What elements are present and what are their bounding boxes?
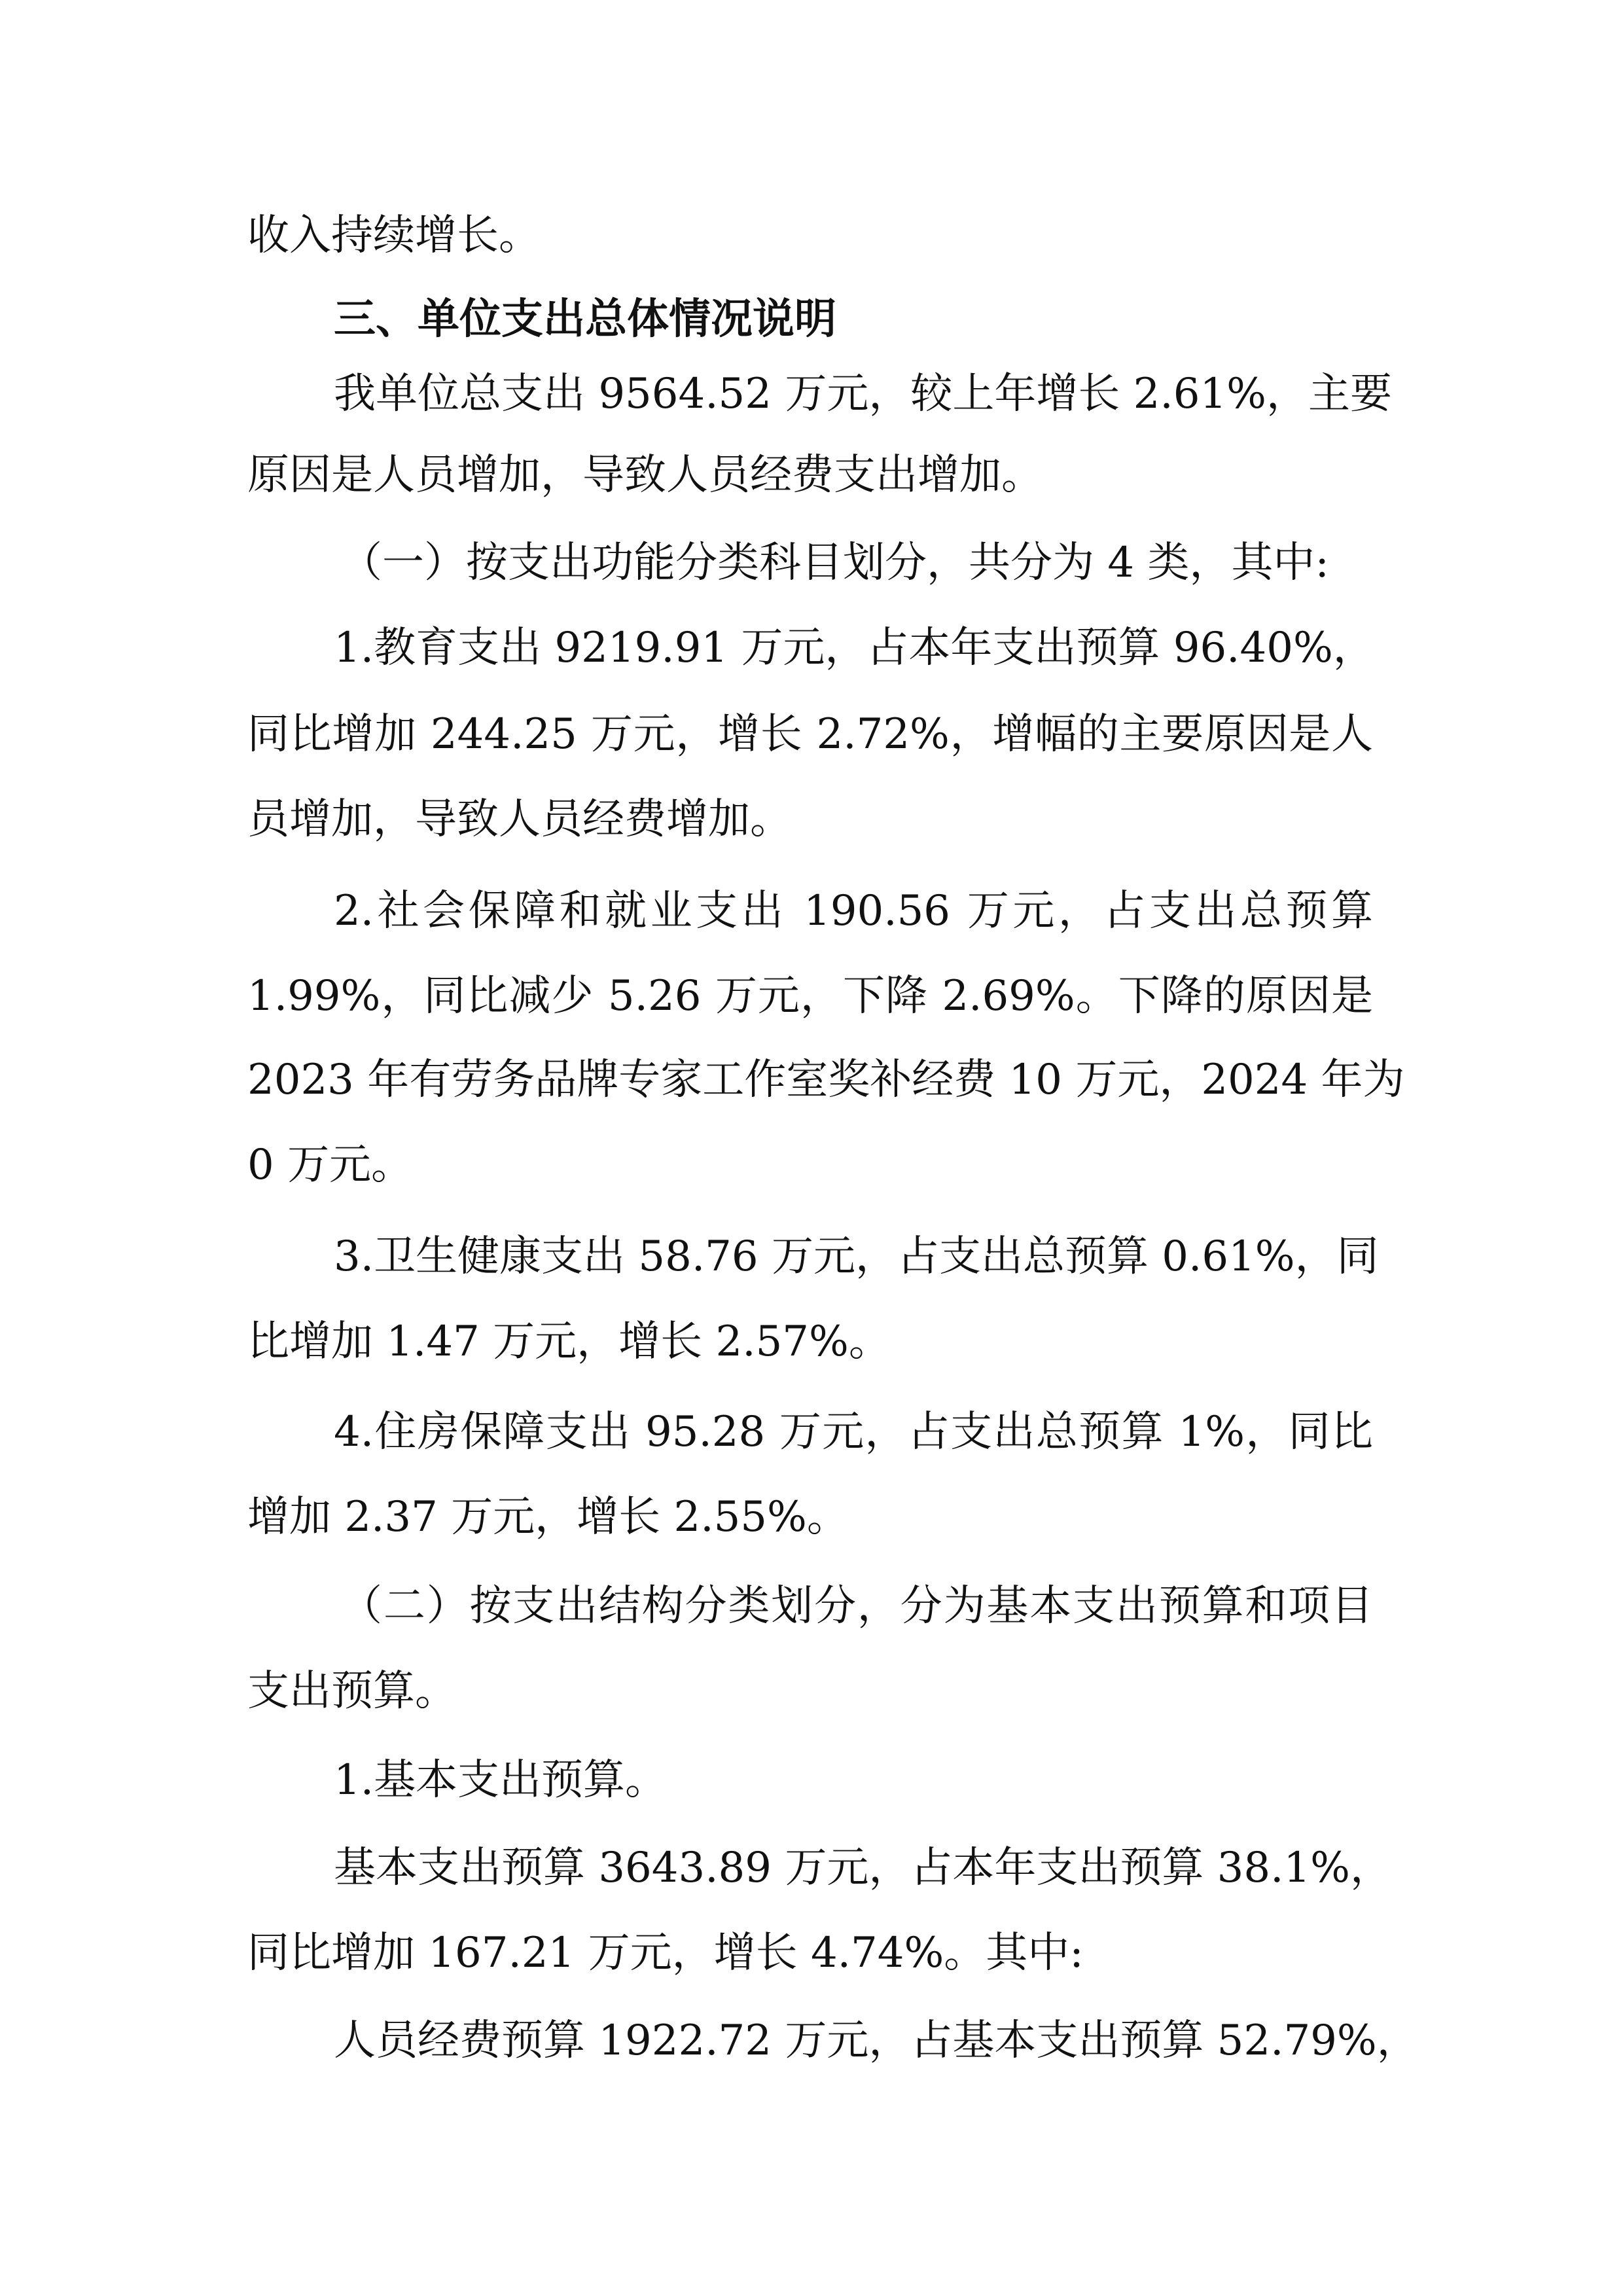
paragraph-line: 基本支出预算 3643.89 万元，占本年支出预算 38.1%， [334, 1844, 1392, 1892]
paragraph-line: 我单位总支出 9564.52 万元，较上年增长 2.61%，主要 [334, 370, 1392, 418]
paragraph-line: 2.社会保障和就业支出 190.56 万元，占支出总预算 [334, 887, 1373, 935]
paragraph-line: 1.99%，同比减少 5.26 万元，下降 2.69%。下降的原因是 [247, 972, 1373, 1020]
paragraph-line: 4.住房保障支出 95.28 万元，占支出总预算 1%，同比 [334, 1408, 1373, 1456]
paragraph-line: 1.教育支出 9219.91 万元，占本年支出预算 96.40%， [334, 624, 1375, 672]
paragraph-line: 员增加，导致人员经费增加。 [247, 795, 792, 844]
paragraph-line: 3.卫生健康支出 58.76 万元，占支出总预算 0.61%，同 [334, 1232, 1379, 1281]
paragraph-line: 同比增加 244.25 万元，增长 2.72%，增幅的主要原因是人 [247, 710, 1373, 759]
paragraph-line: 收入持续增长。 [247, 211, 541, 260]
paragraph-line: 1.基本支出预算。 [334, 1756, 668, 1804]
subsection-heading: （二）按支出结构分类划分，分为基本支出预算和项目 [340, 1582, 1373, 1630]
paragraph-line: 0 万元。 [247, 1141, 414, 1189]
paragraph-line: 2023 年有劳务品牌专家工作室奖补经费 10 万元，2024 年为 [247, 1056, 1405, 1104]
paragraph-line: 比增加 1.47 万元，增长 2.57%。 [247, 1318, 891, 1366]
paragraph-line: 增加 2.37 万元，增长 2.55%。 [247, 1493, 849, 1541]
paragraph-line: 支出预算。 [247, 1667, 457, 1715]
paragraph-line: 人员经费预算 1922.72 万元，占基本支出预算 52.79%， [334, 2017, 1419, 2065]
section-heading: 三、单位支出总体情况说明 [334, 295, 836, 344]
paragraph-line: 原因是人员增加，导致人员经费支出增加。 [247, 451, 1043, 499]
paragraph-line: 同比增加 167.21 万元，增长 4.74%。其中: [247, 1929, 1084, 1977]
subsection-heading: （一）按支出功能分类科目划分，共分为 4 类，其中: [340, 539, 1329, 587]
